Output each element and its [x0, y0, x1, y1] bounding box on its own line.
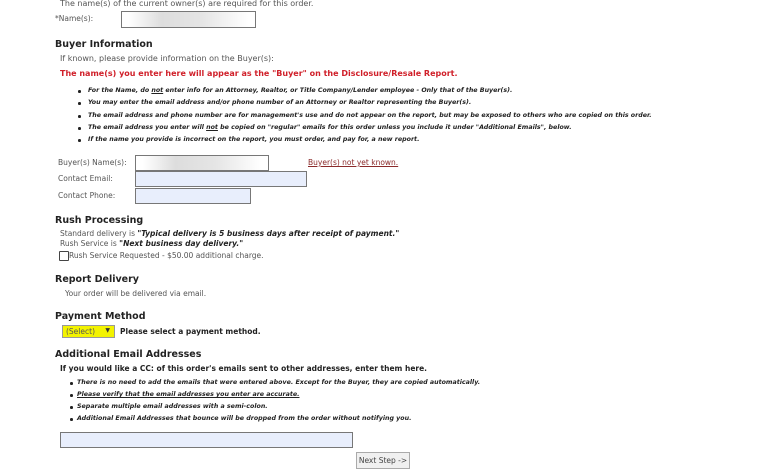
contact-email-label: Contact Email:	[58, 174, 113, 183]
list-item: You may enter the email address and/or phone number of an Attorney or Realtor representing the Buyer(s).	[88, 99, 472, 106]
delivery-text: Your order will be delivered via email.	[65, 289, 207, 298]
rush-checkbox[interactable]	[59, 251, 69, 261]
rush-service-text: Rush Service is "Next business day delivery."	[60, 239, 244, 248]
rush-checkbox-label[interactable]: Rush Service Requested - $50.00 additional charge.	[69, 251, 264, 260]
chevron-down-icon: ▼	[105, 327, 110, 334]
payment-heading: Payment Method	[55, 311, 146, 322]
contact-phone-label: Contact Phone:	[58, 191, 116, 200]
list-item: If the name you provide is incorrect on the report, you must order, and pay for, a new report.	[88, 136, 420, 143]
list-item: The email address and phone number are for management's use and do not appear on the report, but may be exposed to others who are copied on this order.	[88, 112, 652, 119]
payment-hint: Please select a payment method.	[120, 327, 261, 336]
additional-heading: Additional Email Addresses	[55, 349, 202, 360]
contact-email-input[interactable]	[135, 171, 307, 187]
standard-delivery-text: Standard delivery is "Typical delivery is 5 business days after receipt of payment."	[60, 229, 400, 238]
next-step-button[interactable]: Next Step ->	[356, 452, 410, 469]
owner-name-label: *Name(s):	[55, 14, 94, 23]
delivery-heading: Report Delivery	[55, 274, 139, 285]
buyer-not-known-link[interactable]: Buyer(s) not yet known.	[308, 158, 399, 167]
buyer-heading: Buyer Information	[55, 39, 153, 50]
buyer-name-input[interactable]	[135, 155, 269, 171]
additional-intro: If you would like a CC: of this order's emails sent to other addresses, enter them here.	[60, 364, 428, 373]
list-item: Additional Email Addresses that bounce will be dropped from the order without notifying you.	[77, 415, 412, 422]
buyer-name-label: Buyer(s) Name(s):	[58, 158, 127, 167]
list-item: Please verify that the email addresses you enter are accurate.	[77, 391, 300, 398]
buyer-intro: If known, please provide information on the Buyer(s):	[60, 54, 274, 63]
list-item: For the Name, do not enter info for an Attorney, Realtor, or Title Company/Lender employee - Only that of the Buyer(s).	[88, 87, 513, 94]
payment-method-select[interactable]: (Select) ▼	[62, 325, 115, 338]
rush-heading: Rush Processing	[55, 215, 144, 226]
buyer-warning: The name(s) you enter here will appear as the "Buyer" on the Disclosure/Resale Report.	[60, 69, 458, 78]
list-item: Separate multiple email addresses with a semi-colon.	[77, 403, 268, 410]
owner-note: The name(s) of the current owner(s) are required for this order.	[60, 0, 314, 8]
list-item: The email address you enter will not be copied on "regular" emails for this order unless you include it under "Additional Emails", below.	[88, 124, 572, 131]
contact-phone-input[interactable]	[135, 188, 251, 204]
additional-emails-input[interactable]	[60, 432, 353, 448]
list-item: There is no need to add the emails that were entered above. Except for the Buyer, they are copied automatically.	[77, 379, 481, 386]
owner-name-input[interactable]	[121, 11, 256, 28]
